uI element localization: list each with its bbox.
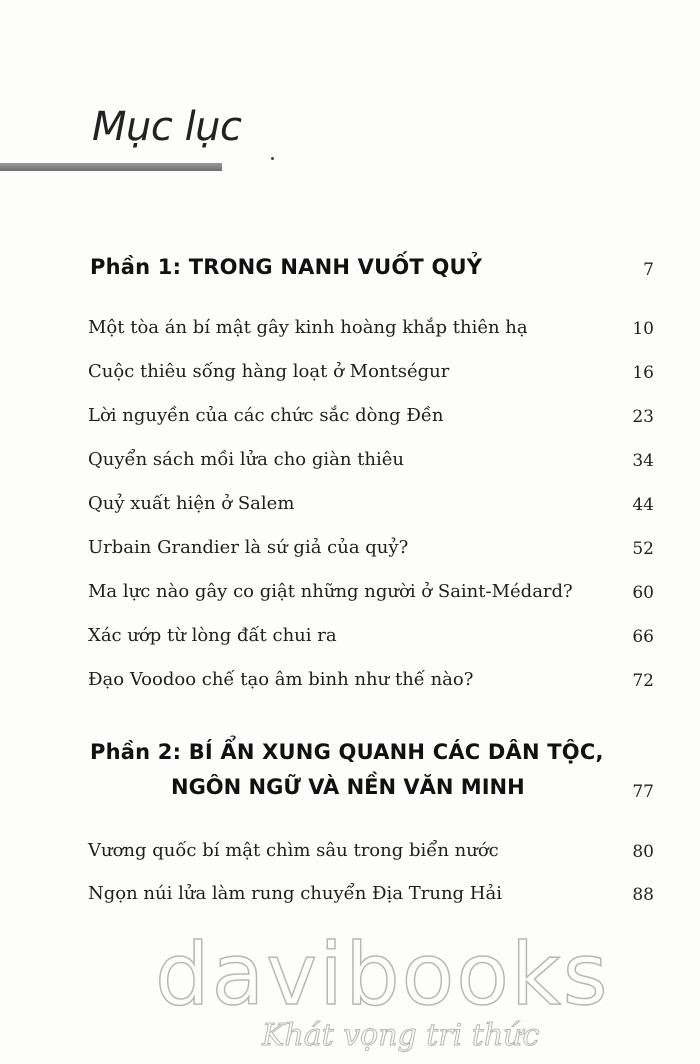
toc-entry-page: 16	[632, 363, 654, 383]
toc-entry-title: Đạo Voodoo chế tạo âm binh như thế nào?	[88, 669, 474, 690]
title-underline-rule	[0, 163, 222, 171]
toc-entry-page: 10	[632, 319, 654, 339]
toc-entry-page: 66	[632, 627, 654, 647]
watermark-tagline: Khát vọng tri thức	[262, 1018, 540, 1053]
toc-entry-page: 34	[632, 451, 654, 471]
toc-entry-title: Lời nguyền của các chức sắc dòng Đền	[88, 405, 444, 426]
toc-entry-title: Xác ướp từ lòng đất chui ra	[88, 625, 337, 646]
toc-entry-page: 23	[632, 407, 654, 427]
toc-entry-page: 88	[632, 885, 654, 905]
watermark-brand: davibooks	[155, 925, 610, 1025]
toc-entry-title: Ma lực nào gây co giật những người ở Saint-Médard?	[88, 581, 573, 602]
part-2-heading-line-2: NGÔN NGỮ VÀ NỀN VĂN MINH	[171, 775, 525, 799]
toc-entry-page: 80	[632, 842, 654, 862]
part-2-heading-line-1: Phần 2: BÍ ẨN XUNG QUANH CÁC DÂN TỘC,	[90, 740, 604, 764]
toc-entry-title: Urbain Grandier là sứ giả của quỷ?	[88, 537, 409, 558]
toc-entry-title: Cuộc thiêu sống hàng loạt ở Montségur	[88, 361, 450, 382]
toc-entry-title: Một tòa án bí mật gây kinh hoàng khắp thiên hạ	[88, 317, 528, 338]
print-speck	[271, 157, 274, 160]
toc-entry-title: Vương quốc bí mật chìm sâu trong biển nước	[88, 840, 499, 861]
toc-entry-title: Quyển sách mồi lửa cho giàn thiêu	[88, 449, 405, 470]
toc-entry-title: Ngọn núi lửa làm rung chuyển Địa Trung Hải	[88, 883, 502, 904]
page-title: Mục lục	[92, 104, 242, 150]
toc-entry-page: 72	[632, 671, 654, 691]
toc-entry-title: Quỷ xuất hiện ở Salem	[88, 493, 295, 514]
part-1-page-number: 7	[643, 260, 654, 280]
toc-entry-page: 44	[632, 495, 654, 515]
part-1-heading: Phần 1: TRONG NANH VUỐT QUỶ	[90, 255, 483, 279]
toc-entry-page: 52	[632, 539, 654, 559]
toc-entry-page: 60	[632, 583, 654, 603]
part-2-page-number: 77	[632, 782, 654, 802]
